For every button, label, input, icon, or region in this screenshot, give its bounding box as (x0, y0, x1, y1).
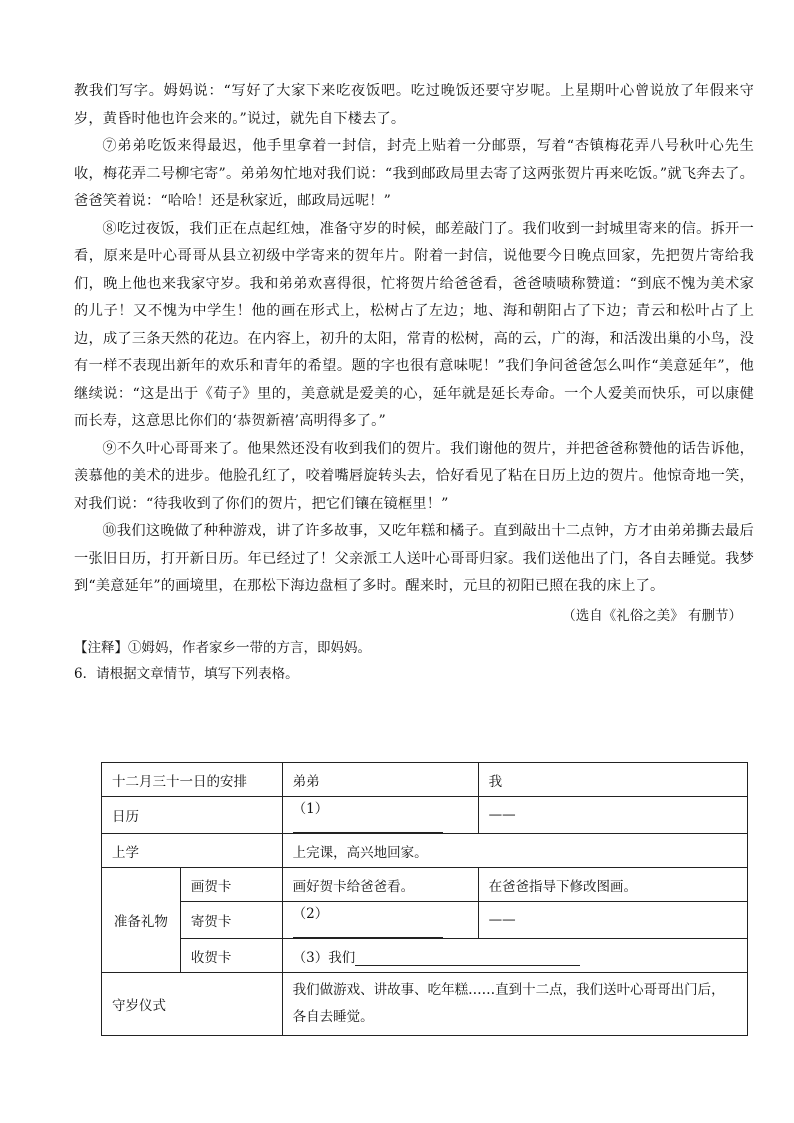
header-arrangement: 十二月三十一日的安排 (102, 763, 283, 797)
note-text: ①姆妈，作者家乡一带的方言，即妈妈。 (128, 639, 371, 656)
blank-2-number: （2） (292, 906, 329, 922)
blank-1-input-line[interactable] (293, 818, 443, 833)
paragraph-10: ⑩我们这晚做了种种游戏，讲了许多故事，又吃年糕和橘子。直到敲出十二点钟，方才由弟弟撕去最后一张旧日历，打开新日历。年已经过了！父亲派工人送叶心哥哥归家。我们送他出了门，各自去睡觉。我梦到“美意延年”的画境里，在那松下海边盘桓了多时。醒来时，元旦的初阳已照在我的床上了。 (74, 523, 754, 594)
row-label-school: 上学 (102, 834, 283, 868)
annotation-note (74, 635, 754, 661)
school-content-cell: 上完课，高兴地回家。 (282, 834, 747, 868)
table-row-send-card (102, 902, 748, 939)
table-row-draw-card (102, 868, 748, 902)
article-body (74, 78, 754, 691)
table-row-receive-card (102, 939, 748, 973)
receive-card-content-cell (282, 939, 747, 973)
table-row-school (102, 834, 748, 868)
blank-3-input-line[interactable] (355, 951, 580, 966)
sublabel-draw-card: 画贺卡 (180, 868, 282, 902)
paragraph-8: ⑧吃过夜饭，我们正在点起红烛，准备守岁的时候，邮差敲门了。我们收到一封城里寄来的信。拆开一看，原来是叶心哥哥从县立初级中学寄来的贺年片。附着一封信，说他要今日晚点回家，先把贺片寄给我们，晚上他也来我家守岁。我和弟弟欢喜得很，忙将贺片给爸爸看，爸爸啧啧称赞道：“到底不愧为美术家的儿子！又不愧为中学生！他的画在形式上，松树占了左边；地、海和朝阳占了下边；青云和松叶占了上边，成了三条天然的花边。在内容上，初升的太阳，常青的松树，高的云，广的海，和活泼出巢的小鸟，没有一样不表现出新年的欢乐和青年的希望。题的字也很有意味呢！”我们争问爸爸怎么叫作“美意延年”，他继续说：“这是出于《荀子》里的，美意就是爱美的心，延年就是延长寿命。一个人爱美而快乐，可以康健而长寿，这意思比你们的‘恭贺新禧’高明得多了。” (74, 220, 754, 429)
row-label-gifts: 准备礼物 (102, 868, 181, 973)
blank-1-number: （1） (292, 801, 329, 817)
paragraph-7: ⑦弟弟吃饭来得最迟，他手里拿着一封信，封壳上贴着一分邮票，写着“杏镇梅花弄八号秋叶心先生收，梅花弄二号柳宅寄”。弟弟匆忙地对我们说：“我到邮政局里去寄了这两张贺片再来吃饭。”就飞奔去了。爸爸笑着说：“哈哈！还是秋家近，邮政局远呢！” (74, 138, 754, 209)
answer-table (101, 762, 748, 1036)
row-label-calendar: 日历 (102, 797, 283, 834)
blank-2-input-line[interactable] (293, 923, 443, 938)
header-brother: 弟弟 (282, 763, 478, 797)
paragraph-9: ⑨不久叶心哥哥来了。他果然还没有收到我们的贺片。我们谢他的贺片，并把爸爸称赞他的话告诉他，羡慕他的美术的进步。他脸孔红了，咬着嘴唇旋转头去，恰好看见了粘在日历上边的贺片。他惊奇地一笑，对我们说：“待我收到了你们的贺片，把它们镶在镜框里！” (74, 440, 754, 512)
draw-card-me-cell: 在爸爸指导下修改图画。 (478, 868, 747, 902)
table-row-calendar (102, 797, 748, 834)
source-citation: （选自《礼俗之美》 有删节） (562, 607, 742, 624)
ritual-content-cell: 我们做游戏、讲故事、吃年糕……直到十二点，我们送叶心哥哥出门后，各自去睡觉。 (282, 973, 747, 1036)
paragraph-continued: 教我们写字。姆妈说：“写好了大家下来吃夜饭吧。吃过晚饭还要守岁呢。上星期叶心曾说放了年假来守岁，黄昏时他也许会来的。”说过，就先自下楼去了。 (74, 83, 754, 127)
table-row-ritual (102, 973, 748, 1036)
calendar-me-cell: —— (478, 797, 747, 834)
draw-card-brother-cell: 画好贺卡给爸爸看。 (282, 868, 478, 902)
question-6: 6．请根据文章情节，填写下列表格。 (74, 665, 299, 682)
table-row-header (102, 763, 748, 797)
blank-3-prefix: （3）我们 (292, 949, 356, 966)
header-me: 我 (478, 763, 747, 797)
sublabel-receive-card: 收贺卡 (180, 939, 282, 973)
calendar-brother-cell (282, 797, 478, 834)
send-card-me-cell: —— (478, 902, 747, 939)
sublabel-send-card: 寄贺卡 (180, 902, 282, 939)
send-card-brother-cell (282, 902, 478, 939)
note-label: 【注释】 (74, 639, 128, 656)
row-label-ritual: 守岁仪式 (102, 973, 283, 1036)
